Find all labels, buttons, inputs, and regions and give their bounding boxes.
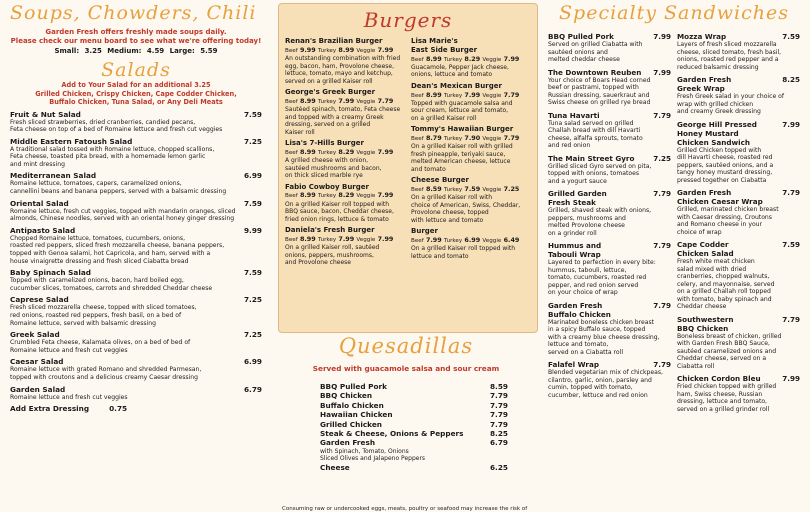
burger-description: On a grilled Kaiser roll topped with BBQ sauce, bacon, Cheddar cheese, fried onion rings, lettuce & tomato <box>285 200 394 223</box>
burger-prices <box>411 236 531 245</box>
salad-item <box>10 110 262 134</box>
sandwich-name: Garden Fresh Buffalo Chicken <box>548 300 611 319</box>
salad-header <box>10 137 262 146</box>
burger-prices <box>285 97 405 106</box>
price-label-beef: Beef <box>411 238 424 245</box>
sandwich-item <box>548 111 671 150</box>
sandwich-price: 7.25 <box>653 153 671 163</box>
sandwich-name: Southwestern BBQ Chicken <box>677 314 734 333</box>
salad-price: 6.99 <box>243 171 262 181</box>
salad-header <box>10 385 262 394</box>
burger-description: Guacamole, Pepper Jack cheese, onions, lettuce and tomato <box>411 63 509 79</box>
sandwich-name: Chicken Cordon Bleu <box>677 374 761 383</box>
burger-price-turkey: 7.99 <box>338 96 355 105</box>
sandwich-item <box>677 188 800 236</box>
price-label-turkey: Turkey <box>443 187 463 194</box>
burger-description: On a grilled Kaiser roll, sautéed onions, peppers, mushrooms, and Provolone cheese <box>285 244 380 266</box>
burger-price-veggie: 7.99 <box>377 234 394 243</box>
sandwiches-right-column <box>677 28 800 413</box>
burger-price-turkey: 7.59 <box>464 185 481 194</box>
sandwich-header <box>548 189 671 207</box>
sandwich-description: Grilled Chicken topped with dill Havarti cheese, roasted red peppers, sautéed onions, and a tangy honey mustard dressing, pressed together on Ciabatta <box>677 146 774 184</box>
burger-description: Sautéed spinach, tomato, Feta cheese and topped with a creamy Greek dressing, served on a grilled Kaiser roll <box>285 106 401 136</box>
quesadilla-item <box>320 420 508 429</box>
salad-price: 7.25 <box>243 136 262 146</box>
burger-price-turkey: 8.99 <box>338 45 355 54</box>
price-label-veggie: Veggie <box>482 136 502 143</box>
sandwich-price: 7.79 <box>653 189 671 198</box>
burger-price-beef: 7.99 <box>425 236 442 245</box>
burger-prices <box>411 55 531 64</box>
sandwich-description: Tuna salad served on grilled Challah bread with dill Havarti cheese, alfalfa sprouts, tomato and red onion <box>548 119 643 149</box>
extra-dressing-label: Add Extra Dressing <box>10 404 90 414</box>
sandwiches-title: Specialty Sandwiches <box>559 2 789 24</box>
sandwich-description: Layered to perfection in every bite: hummus, tabouli, lettuce, tomato, cucumbers, roasted red pepper, and red onion served on your choice of wrap <box>548 259 656 296</box>
price-label-beef: Beef <box>411 136 424 143</box>
salad-name: Garden Salad <box>10 384 66 394</box>
price-label-beef: Beef <box>285 98 298 105</box>
quesadilla-item <box>320 463 508 472</box>
sandwich-name: Falafel Wrap <box>548 360 599 369</box>
quesadilla-name: Hawaiian Chicken <box>320 410 393 420</box>
price-label-veggie: Veggie <box>482 238 502 245</box>
burger-item <box>411 176 531 224</box>
salad-name: Fruit & Nut Salad <box>10 109 81 119</box>
sandwich-header <box>548 68 671 77</box>
salad-item <box>10 330 262 354</box>
burger-prices <box>411 185 531 194</box>
burger-name: Lisa's 7-Hills Burger <box>285 139 364 147</box>
quesadilla-price: 7.79 <box>489 391 508 401</box>
sandwich-description: Grilled, shaved steak with onions, peppers, mushrooms and melted Provolone cheese on a grinder roll <box>548 207 652 237</box>
salad-price: 6.79 <box>243 384 262 394</box>
burger-price-beef: 8.99 <box>299 191 316 200</box>
soups-title: Soups, Chowders, Chili <box>10 2 257 24</box>
burger-prices <box>411 134 531 143</box>
salad-header <box>10 268 262 277</box>
burger-price-turkey: 8.29 <box>338 191 355 200</box>
burger-price-veggie: 7.79 <box>503 90 520 99</box>
burger-price-veggie: 7.99 <box>377 147 394 156</box>
burger-price-turkey: 7.90 <box>464 134 481 143</box>
salad-description: Romaine lettuce, fresh cut veggies, topped with mandarin oranges, sliced almonds, Chinese noodles, served with an oriental honey ginger dressing <box>10 207 236 223</box>
sandwich-item <box>548 154 671 186</box>
sandwich-name: Hummus and Tabouli Wrap <box>548 241 602 259</box>
quesadilla-name: BBQ Pulled Pork <box>320 382 387 391</box>
burger-price-turkey: 8.29 <box>464 54 481 63</box>
salad-name: Mediterranean Salad <box>10 171 97 181</box>
sandwich-description: Boneless breast of chicken, grilled with Garden Fresh BBQ Sauce, sautéed caramelized onions and Cheddar cheese, served on a Ciabatta roll <box>677 332 782 370</box>
sandwich-item <box>677 240 800 311</box>
burger-price-turkey: 8.29 <box>338 147 355 156</box>
burger-price-veggie: 6.49 <box>503 236 520 245</box>
price-label-veggie: Veggie <box>356 98 376 105</box>
quesadilla-price: 8.25 <box>489 429 508 439</box>
sandwich-price: 7.79 <box>653 360 671 369</box>
sandwich-price: 7.79 <box>653 110 671 120</box>
burgers-box <box>278 3 538 333</box>
price-label-veggie: Veggie <box>482 92 502 99</box>
price-label-turkey: Turkey <box>317 236 337 243</box>
sandwich-description: Fresh Greek salad in your choice of wrap with grilled chicken and creamy Greek dressing <box>677 93 785 115</box>
burger-description: On a grilled Kaiser roll with grilled fresh pineapple, teriyaki sauce, melted American cheese, lettuce and tomato <box>411 143 513 173</box>
burger-description: On a grilled Kaiser roll topped with lettuce and tomato <box>411 245 516 260</box>
burger-prices <box>411 91 531 100</box>
burger-prices <box>285 191 405 200</box>
sandwich-item <box>677 120 800 185</box>
price-label-veggie: Veggie <box>482 56 502 63</box>
burger-name: George's Greek Burger <box>285 88 376 96</box>
price-label-beef: Beef <box>285 149 298 156</box>
quesadilla-list <box>320 382 508 472</box>
quesadilla-price: 6.79 <box>489 438 508 448</box>
sandwich-price: 7.79 <box>653 300 671 310</box>
salad-name: Baby Spinach Salad <box>10 268 91 278</box>
quesadilla-price: 7.79 <box>489 400 508 410</box>
quesadilla-price: 8.59 <box>489 382 508 391</box>
sandwich-item <box>548 301 671 357</box>
salads-intro: Add to Your Salad for an additional 3.25 Grilled Chicken, Crispy Chicken, Cape Codder Chicken, Buffalo Chicken, Tuna Salad, or Any Deli Meats <box>35 81 237 106</box>
sandwich-description: Fried chicken topped with grilled ham, Swiss cheese, Russian dressing, lettuce and tomato, served on a grilled grinder roll <box>677 383 777 413</box>
sandwich-item <box>548 32 671 64</box>
sandwich-price: 7.99 <box>653 32 671 41</box>
price-label-veggie: Veggie <box>356 193 376 200</box>
sandwich-price: 8.25 <box>782 75 800 84</box>
burger-name: Fabio Cowboy Burger <box>285 182 369 191</box>
price-label-veggie: Veggie <box>356 149 376 156</box>
burger-price-beef: 8.59 <box>425 185 442 194</box>
sandwich-price: 7.59 <box>782 240 800 249</box>
sandwich-header <box>677 75 800 93</box>
extra-dressing-price: 0.75 <box>109 404 128 414</box>
salad-list <box>10 110 262 402</box>
burger-name: Dean's Mexican Burger <box>411 81 502 90</box>
quesadilla-price: 7.79 <box>489 419 508 429</box>
sandwich-name: Garden Fresh Greek Wrap <box>677 75 732 93</box>
salad-description: Romaine lettuce with grated Romano and shredded Parmesan, topped with croutons and a delicious creamy Caesar dressing <box>10 366 202 381</box>
sandwich-item <box>548 189 671 237</box>
burger-prices <box>285 46 405 55</box>
burger-item <box>411 227 531 260</box>
sandwich-price: 7.79 <box>782 314 800 324</box>
quesadilla-item <box>320 401 508 410</box>
salad-description: Topped with caramelized onions, bacon, hard boiled egg, cucumber slices, tomatoes, carrots and shredded Cheddar cheese <box>10 277 213 292</box>
burgers-right-column <box>411 34 531 267</box>
sandwich-name: The Downtown Reuben <box>548 67 642 77</box>
sandwich-price: 7.99 <box>782 119 800 129</box>
salad-description: Fresh sliced strawberries, dried cranberries, candied pecans, Feta cheese on top of a bed of Romaine lettuce and fresh cut veggies <box>10 118 223 134</box>
price-label-beef: Beef <box>285 193 298 200</box>
burger-description: An outstanding combination with fried egg, bacon, ham, Provolone cheese, lettuce, tomato, mayo and ketchup, served on a grilled Kaiser roll <box>285 55 401 85</box>
salads-title: Salads <box>101 59 171 81</box>
sandwich-item <box>548 241 671 297</box>
salad-name: Oriental Salad <box>10 198 69 208</box>
quesadilla-item <box>320 382 508 391</box>
salad-name: Antipasto Salad <box>10 225 76 235</box>
burger-price-turkey: 7.99 <box>464 90 481 99</box>
burger-price-veggie: 7.25 <box>503 185 520 194</box>
quesadilla-name: Garden Fresh <box>320 438 376 448</box>
sandwich-price: 7.99 <box>653 67 671 77</box>
sandwich-description: Grilled, marinated chicken breast with Caesar dressing, Croutons and Romano cheese in your choice of wrap <box>677 206 779 236</box>
burger-price-beef: 8.99 <box>425 54 442 63</box>
burger-price-beef: 8.99 <box>299 234 316 243</box>
burger-description: Topped with guacamole salsa and sour cream, lettuce and tomato, on a grilled Kaiser roll <box>411 99 513 122</box>
sandwich-description: Grilled sliced Gyro served on pita, topped with onions, tomatoes and a yogurt sauce <box>548 162 652 185</box>
salad-price: 7.59 <box>243 198 262 208</box>
sandwich-price: 7.79 <box>653 241 671 250</box>
quesadilla-item <box>320 438 508 447</box>
sandwich-name: Garden Fresh Chicken Caesar Wrap <box>677 188 763 206</box>
salad-item <box>10 357 262 381</box>
sandwich-header <box>677 188 800 206</box>
burger-price-veggie: 7.99 <box>377 45 394 54</box>
burger-item <box>285 183 405 224</box>
sandwich-header <box>548 32 671 41</box>
price-label-veggie: Veggie <box>482 187 502 194</box>
burger-prices <box>285 148 405 157</box>
burger-item <box>411 37 531 79</box>
price-label-turkey: Turkey <box>443 136 463 143</box>
sandwich-header <box>548 301 671 319</box>
salad-price: 7.59 <box>243 268 262 278</box>
extra-dressing <box>10 404 262 413</box>
sandwich-item <box>677 75 800 116</box>
sandwich-header <box>677 120 800 147</box>
sandwich-description: Your choice of Boars Head corned beef or pastrami, topped with Russian dressing, sauerkraut and Swiss cheese on grilled rye bread <box>548 76 651 106</box>
salad-name: Greek Salad <box>10 330 60 340</box>
sandwich-name: Cape Codder Chicken Salad <box>677 240 734 258</box>
sandwich-description: Marinated boneless chicken breast in a spicy Buffalo sauce, topped with a creamy blue cheese dressing, lettuce and tomato, served on a Ciabatta roll <box>548 318 660 356</box>
salad-header <box>10 226 262 235</box>
sandwiches-column <box>548 0 810 512</box>
sandwich-name: Mozza Wrap <box>677 32 727 41</box>
salad-price: 9.99 <box>243 225 262 235</box>
price-label-turkey: Turkey <box>443 238 463 245</box>
burger-description: On a grilled Kaiser roll with choice of American, Swiss, Cheddar, Provolone cheese, topped with lettuce and tomato <box>411 194 521 224</box>
burger-name: Daniela's Fresh Burger <box>285 226 375 234</box>
sandwich-header <box>548 360 671 369</box>
burger-price-beef: 8.99 <box>299 147 316 156</box>
salad-item <box>10 268 262 292</box>
burger-item <box>411 125 531 173</box>
burger-price-veggie: 7.99 <box>377 191 394 200</box>
burgers-left-column <box>285 34 405 267</box>
disclaimer: Consuming raw or undercooked eggs, meats, poultry or seafood may increase the risk of <box>282 506 528 512</box>
salad-item <box>10 295 262 327</box>
sandwich-header <box>548 154 671 163</box>
burger-name: Renan's Brazilian Burger <box>285 37 383 45</box>
burger-item <box>285 37 405 85</box>
burger-price-veggie: 7.79 <box>377 96 394 105</box>
sandwich-header <box>677 315 800 333</box>
sandwich-item <box>548 360 671 399</box>
quesadilla-item <box>320 429 508 438</box>
price-label-turkey: Turkey <box>317 193 337 200</box>
sandwich-header <box>548 241 671 259</box>
quesadilla-name: Cheese <box>320 462 350 472</box>
salad-description: Crumbled Feta cheese, Kalamata olives, on a bed of bed of Romaine lettuce and fresh cut veggies <box>10 339 191 354</box>
quesadillas-subtitle: Served with guacamole salsa and sour cream <box>312 364 500 373</box>
sandwich-description: Blended vegetarian mix of chickpeas, cilantro, garlic, onion, parsley and cumin, topped with tomato, cucumber, lettuce and red onion <box>548 369 663 399</box>
burger-item <box>411 82 531 123</box>
sandwich-description: Served on grilled Ciabatta with sautéed onions and melted cheddar cheese <box>548 41 643 63</box>
burger-item <box>285 226 405 267</box>
sandwich-header <box>677 374 800 383</box>
burger-name: Burger <box>411 227 438 236</box>
price-label-beef: Beef <box>411 92 424 99</box>
price-label-veggie: Veggie <box>356 47 376 54</box>
burger-price-beef: 8.79 <box>425 134 442 143</box>
quesadilla-name: Steak & Cheese, Onions & Peppers <box>320 429 464 439</box>
quesadilla-item <box>320 410 508 419</box>
salad-header <box>10 171 262 180</box>
salad-header <box>10 110 262 119</box>
salad-description: Romaine lettuce, tomatoes, capers, caramelized onions, cannellini beans and banana peppers, served with a balsamic dressing <box>10 180 227 196</box>
salad-price: 7.59 <box>243 109 262 119</box>
salad-header <box>10 295 262 304</box>
quesadilla-name: Buffalo Chicken <box>320 400 384 410</box>
burger-price-veggie: 7.79 <box>503 134 520 143</box>
sandwich-name: BBQ Pulled Pork <box>548 32 614 41</box>
sandwich-item <box>677 32 800 71</box>
price-label-beef: Beef <box>285 236 298 243</box>
salad-description: Fresh sliced mozzarella cheese, topped with sliced tomatoes, red onions, roasted red peppers, fresh basil, on a bed of Romaine lettuce, served with balsamic dressing <box>10 304 197 327</box>
price-label-beef: Beef <box>411 187 424 194</box>
salad-item <box>10 226 262 265</box>
salad-header <box>10 199 262 208</box>
burger-description: A grilled cheese with onion, sautéed mushrooms and bacon, on thick sliced marble rye <box>285 157 382 179</box>
burger-item <box>285 88 405 136</box>
soups-intro: Garden Fresh offers freshly made soups daily. Please check our menu board to see what we're offering today! <box>10 28 262 45</box>
quesadilla-price: 7.79 <box>489 410 508 420</box>
salad-header <box>10 330 262 339</box>
price-label-turkey: Turkey <box>443 56 463 63</box>
sandwich-header <box>677 32 800 41</box>
sandwiches-left-column <box>548 28 671 413</box>
burger-price-veggie: 7.99 <box>503 54 520 63</box>
quesadilla-name: BBQ Chicken <box>320 391 373 401</box>
sandwich-description: Fresh white meat chicken salad mixed with dried cranberries, chopped walnuts, celery, and mayonnaise, served on a grilled Challah roll topped with tomato, baby spinach and Cheddar cheese <box>677 258 775 310</box>
soup-sizes: Small: 3.25 Medium: 4.59 Large: 5.59 <box>54 47 218 55</box>
quesadillas-title: Quesadillas <box>338 334 474 358</box>
salad-description: Romaine lettuce and fresh cut veggies <box>10 393 128 401</box>
burger-item <box>285 139 405 180</box>
sandwich-name: Tuna Havarti <box>548 110 600 120</box>
burgers-quesadillas-column <box>272 0 540 512</box>
salad-item <box>10 137 262 169</box>
salad-description: A traditional salad tossed with Romaine lettuce, chopped scallions, Feta cheese, toasted pita bread, with a homemade lemon garlic and mint dressing <box>10 145 215 168</box>
burger-price-turkey: 6.99 <box>464 236 481 245</box>
salad-header <box>10 357 262 366</box>
quesadilla-price: 6.25 <box>489 462 508 472</box>
sandwich-header <box>548 111 671 120</box>
sandwich-item <box>548 68 671 107</box>
quesadilla-item <box>320 391 508 400</box>
burger-name: Tommy's Hawaiian Burger <box>411 125 514 134</box>
quesadilla-note: with Spinach, Tomato, Onions Sliced Olives and Jalapeno Peppers <box>320 447 426 463</box>
price-label-turkey: Turkey <box>443 92 463 99</box>
salad-item <box>10 199 262 223</box>
salad-name: Caprese Salad <box>10 295 69 305</box>
sandwich-description: Layers of fresh sliced mozzarella cheese, sliced tomato, fresh basil, onions, roasted red pepper and a reduced balsamic dressing <box>677 41 782 71</box>
soups-salads-column <box>0 0 270 512</box>
burger-price-beef: 9.99 <box>299 45 316 54</box>
salad-price: 7.25 <box>243 330 262 340</box>
sandwich-name: Grilled Garden Fresh Steak <box>548 189 607 207</box>
price-label-veggie: Veggie <box>356 236 376 243</box>
sandwich-price: 7.99 <box>782 374 800 383</box>
price-label-turkey: Turkey <box>317 47 337 54</box>
burger-name: Cheese Burger <box>411 176 469 185</box>
price-label-turkey: Turkey <box>317 98 337 105</box>
quesadilla-name: Grilled Chicken <box>320 419 382 429</box>
price-label-beef: Beef <box>411 56 424 63</box>
burger-price-beef: 8.99 <box>299 96 316 105</box>
salad-price: 7.25 <box>243 295 262 305</box>
burger-price-beef: 8.99 <box>425 90 442 99</box>
salad-name: Caesar Salad <box>10 357 64 367</box>
burgers-title: Burgers <box>363 8 453 32</box>
salad-item <box>10 385 262 402</box>
sandwich-item <box>677 374 800 413</box>
price-label-turkey: Turkey <box>317 149 337 156</box>
salad-price: 6.99 <box>243 357 262 367</box>
burger-price-turkey: 7.99 <box>338 234 355 243</box>
sandwich-item <box>677 315 800 371</box>
salad-description: Chopped Romaine lettuce, tomatoes, cucumbers, onions, roasted red peppers, sliced fresh mozzarella cheese, banana peppers, topped with Genoa salami, hot Capricola, and ham, served with a house vinaigrette dressing and fresh sliced Ciabatta bread <box>10 234 225 265</box>
salad-name: Middle Eastern Fatoush Salad <box>10 136 133 146</box>
burger-name: Lisa Marie's East Side Burger <box>411 37 478 54</box>
sandwich-name: The Main Street Gyro <box>548 153 635 163</box>
sandwich-name: George Hill Pressed Honey Mustard Chicken Sandwich <box>677 119 757 147</box>
salad-item <box>10 171 262 195</box>
sandwich-price: 7.79 <box>782 188 800 197</box>
sandwich-header <box>677 240 800 258</box>
sandwich-price: 7.59 <box>782 32 800 41</box>
burger-prices <box>285 235 405 244</box>
price-label-beef: Beef <box>285 47 298 54</box>
